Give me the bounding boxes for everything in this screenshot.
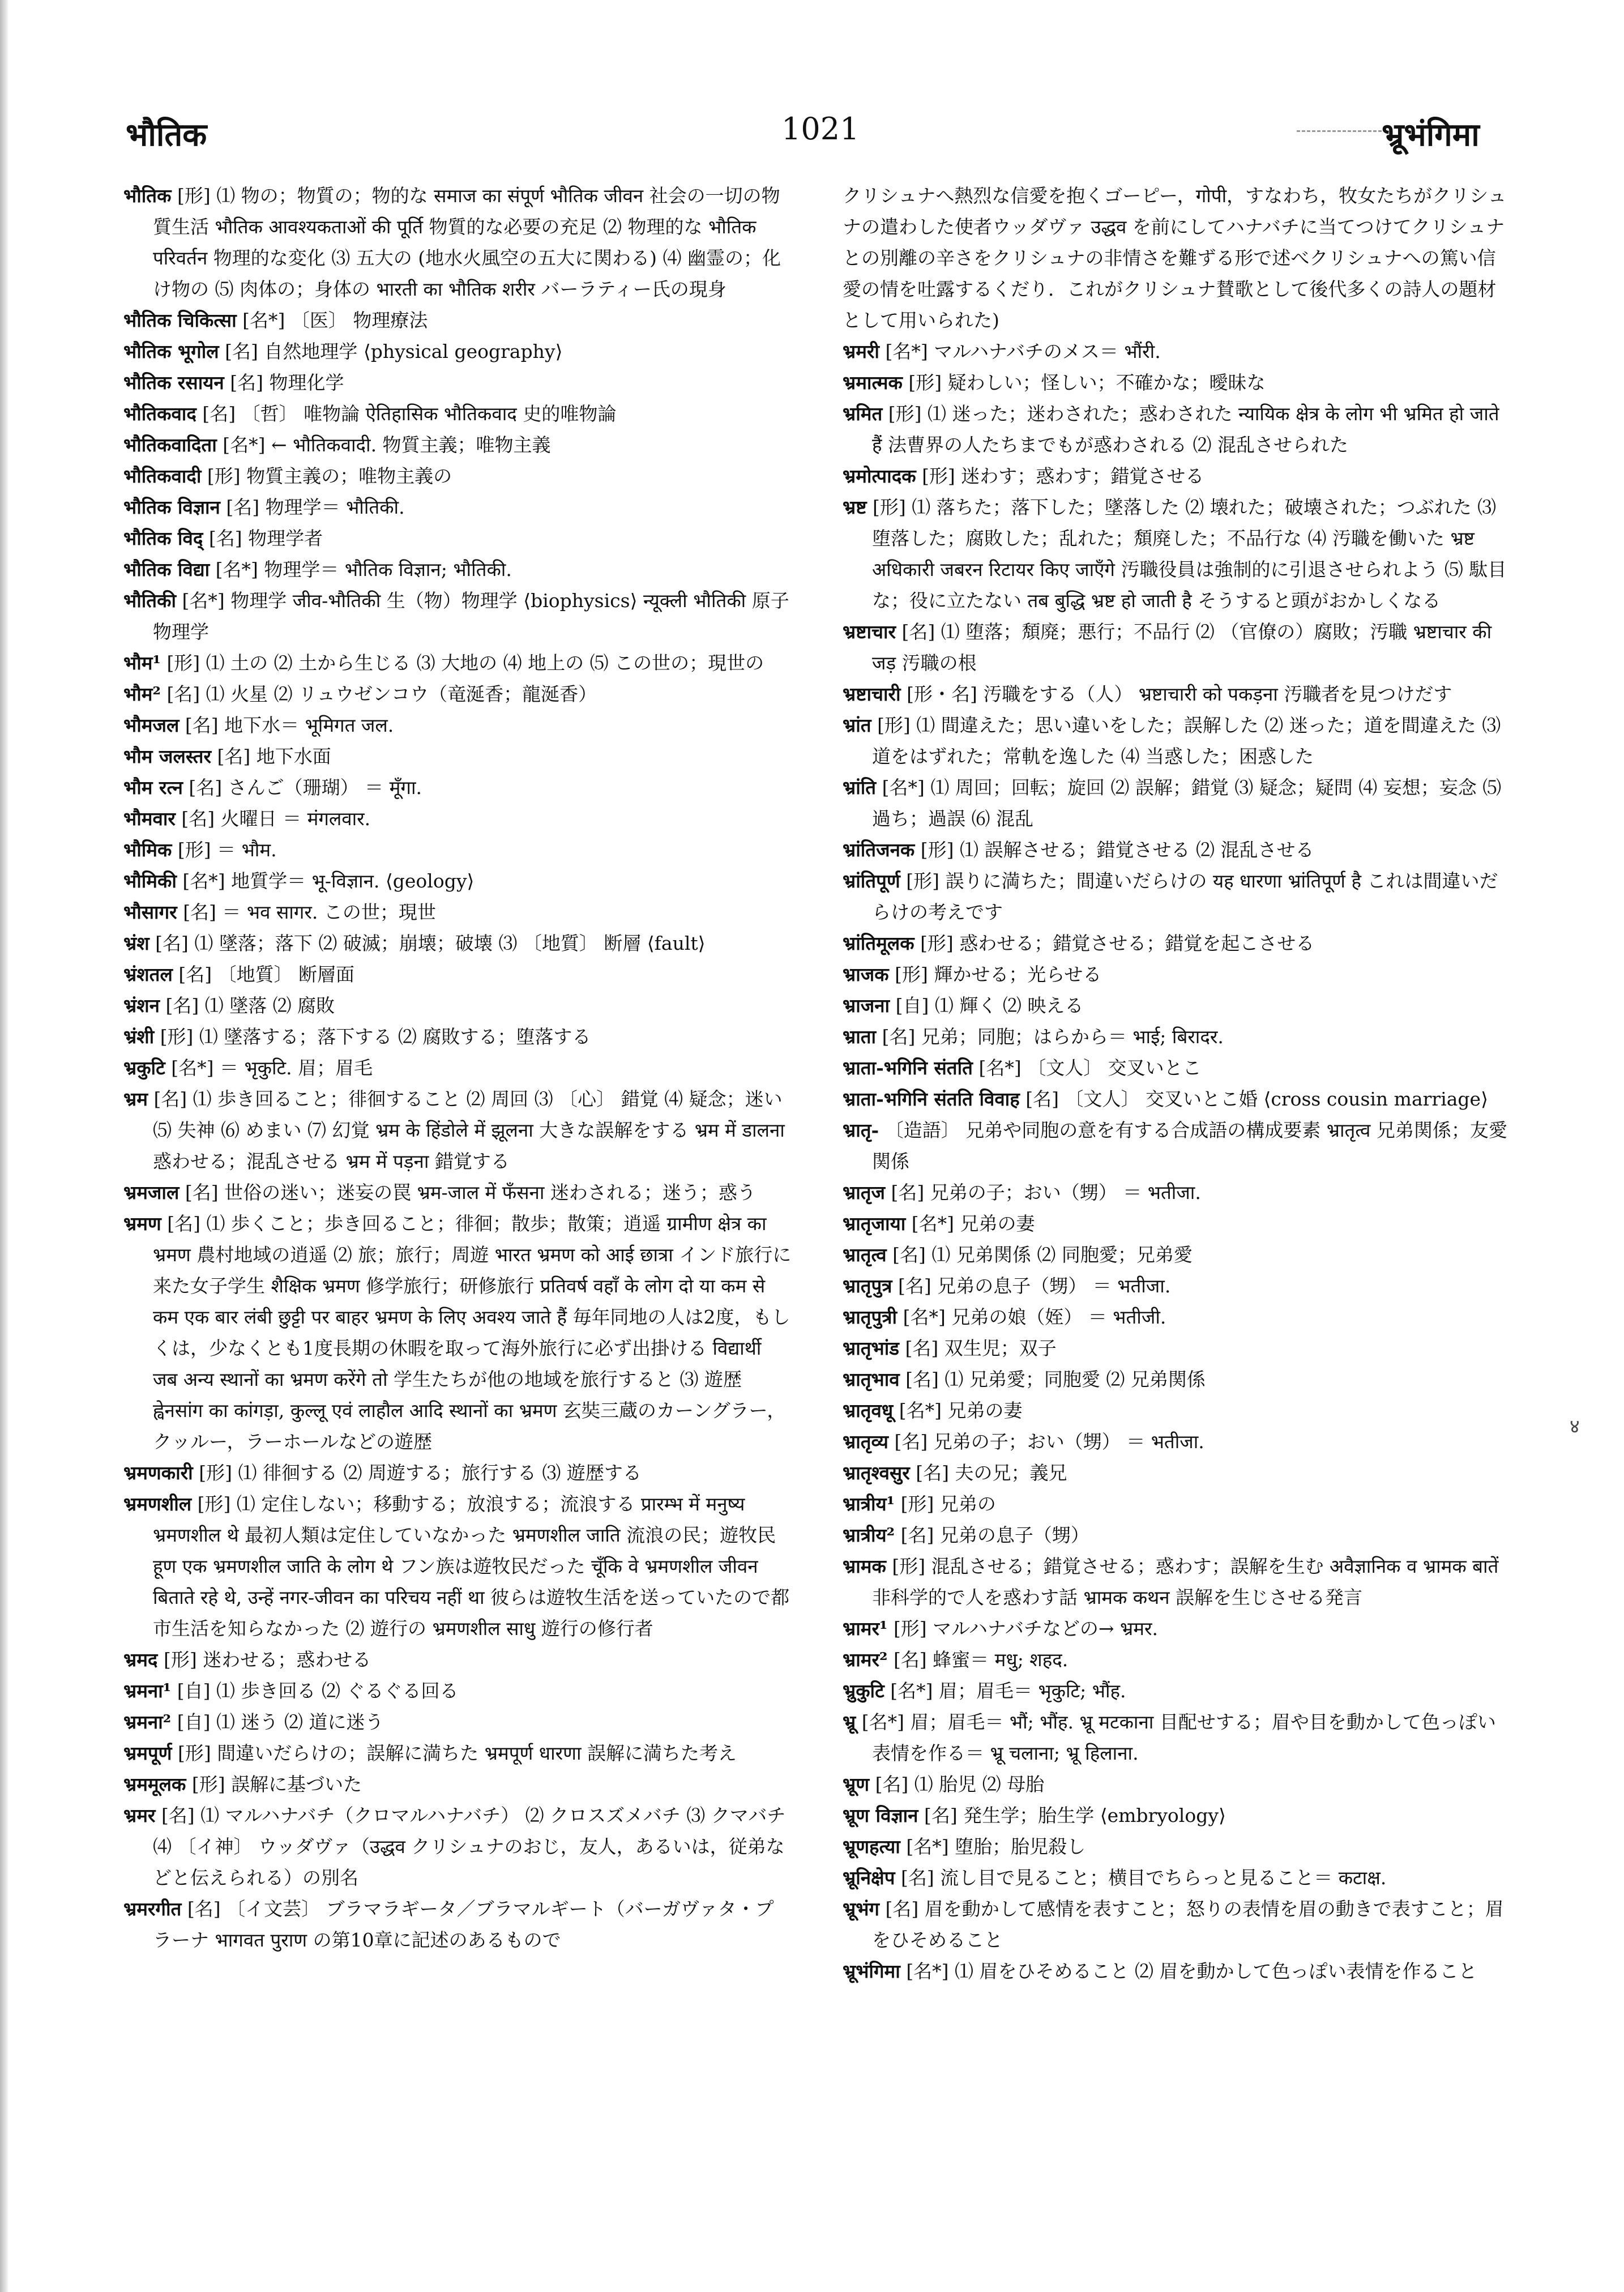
dictionary-entry — [123, 1208, 792, 1457]
dictionary-entry — [843, 1239, 1511, 1270]
entry-headword: भ्रममूलक — [123, 1773, 186, 1795]
dictionary-entry — [123, 647, 792, 678]
dictionary-entry — [843, 1395, 1511, 1426]
entry-definition: [形] ⑴ 徘徊する ⑵ 周遊する；旅行する ⑶ 遊歴する — [199, 1462, 642, 1484]
entry-definition: [名*] 〔医〕 物理療法 — [242, 309, 428, 331]
entry-definition: [名] 兄弟；同胞；はらから＝ भाई; बिरादर. — [882, 1026, 1224, 1048]
entry-headword: भ्राता-भगिनि संतति — [843, 1057, 973, 1079]
dictionary-entry — [843, 772, 1511, 834]
entry-definition: [名] 流し目で見ること；横目でちらっと見ること＝ कटाक्ष. — [900, 1867, 1387, 1889]
entry-headword: भ्रमणकारी — [123, 1462, 193, 1484]
right-column — [843, 180, 1511, 1987]
guide-word-left: भौतिक — [126, 116, 207, 153]
page-header — [0, 0, 1624, 187]
dictionary-entry — [123, 803, 792, 834]
entry-definition: [名] ⑴ 火星 ⑵ リュウゼンコウ（竜涎香；龍涎香） — [166, 683, 597, 705]
entry-headword: भ्रामक — [843, 1555, 886, 1577]
dictionary-entry — [123, 1052, 792, 1083]
dictionary-entry — [123, 585, 792, 647]
entry-definition: [名] ⑴ マルハナバチ（クロマルハナバチ） ⑵ クロスズメバチ ⑶ クマバチ ⑷ 〔イ神〕 ウッダヴァ（उद्धव クリシュナのおじ，友人，あるいは，従弟などと伝えられる）の別名 — [153, 1804, 786, 1889]
entry-definition: [名*] 物理学＝ भौतिक विज्ञान; भौतिकी. — [215, 558, 512, 581]
entry-headword: भ्रातृपुत्र — [843, 1275, 892, 1297]
dictionary-entry — [843, 1457, 1511, 1488]
entry-definition: [形] 疑わしい；怪しい；不確かな；曖昧な — [908, 372, 1266, 394]
entry-headword: भ्रमोत्पादक — [843, 465, 916, 487]
entry-headword: भ्रंशतल — [123, 963, 173, 985]
entry-headword: भ्रांतिपूर्ण — [843, 870, 900, 892]
dictionary-entry — [843, 1956, 1511, 1987]
dictionary-entry — [123, 928, 792, 959]
entry-definition: [形] 誤解に基づいた — [191, 1773, 362, 1795]
entry-headword: भ्रंशन — [123, 995, 160, 1017]
dictionary-entry — [123, 1488, 792, 1644]
entry-headword: भ्राता — [843, 1026, 877, 1048]
dictionary-entry — [843, 1551, 1511, 1613]
entry-definition: [形] 兄弟の — [900, 1493, 996, 1515]
entry-definition: [名] 自然地理学 ⟨physical geography⟩ — [225, 340, 563, 362]
entry-definition: [名*] 眉；眉毛＝ भौं; भौंह. भ्रू मटकाना 目配せする；眉や目を動かして色っぽい表情を作る＝ भ्रू चलाना; भ्रू हिलाना. — [861, 1711, 1496, 1764]
dictionary-entry — [123, 1769, 792, 1800]
entry-headword: भौमजल — [123, 714, 180, 736]
entry-headword: भौसागर — [123, 901, 177, 923]
entry-definition: [名] 〔文人〕 交叉いとこ婚 ⟨cross cousin marriage⟩ — [1025, 1088, 1488, 1110]
entry-headword: भ्रामर² — [843, 1649, 888, 1671]
entry-headword: भ्रुकुटि — [843, 1680, 884, 1702]
dictionary-entry — [843, 1301, 1511, 1333]
entry-definition: [名] ⑴ 堕落；頽廃；悪行；不品行 ⑵ （官僚の）腐敗；汚職 भ्रष्टाचार की जड़ 汚職の根 — [872, 621, 1492, 674]
entry-headword: भ्रातृजाया — [843, 1213, 906, 1235]
entry-definition: [名] さんご（珊瑚） ＝ मूँगा. — [189, 776, 422, 799]
entry-headword: भ्रमरी — [843, 340, 879, 362]
entry-definition: [名] ⑴ 胎児 ⑵ 母胎 — [875, 1773, 1045, 1795]
dictionary-entry — [843, 460, 1511, 492]
dictionary-entry — [123, 523, 792, 554]
entry-headword: भ्रष्ट — [843, 496, 867, 518]
entry-headword: भ्रमजाल — [123, 1181, 180, 1203]
dictionary-entry — [843, 1115, 1511, 1177]
entry-headword: भौतिक — [123, 185, 172, 207]
entry-definition: [自] ⑴ 輝く ⑵ 映える — [895, 995, 1084, 1017]
guide-word-right: भ्रूभंगिमा — [1382, 116, 1480, 153]
entry-definition: [名] 火曜日 ＝ मंगलवार. — [181, 808, 371, 830]
dictionary-entry — [843, 180, 1511, 336]
dictionary-entry — [843, 928, 1511, 959]
entry-headword: भ्रमित — [843, 403, 883, 425]
dictionary-entry — [843, 990, 1511, 1021]
dictionary-entry — [843, 616, 1511, 678]
entry-definition: [形] ⑴ 墜落する；落下する ⑵ 腐敗する；堕落する — [160, 1026, 591, 1048]
entry-headword: भ्रम — [123, 1088, 148, 1110]
dictionary-entry — [123, 1706, 792, 1738]
left-column — [123, 180, 792, 1956]
entry-headword: भ्रू — [843, 1711, 856, 1733]
dictionary-entry — [123, 1644, 792, 1675]
entry-definition: [名*] 眉；眉毛＝ भृकुटि; भौंह. — [890, 1680, 1126, 1702]
entry-headword: भौमिक — [123, 839, 172, 861]
entry-definition: [形] ⑴ 土の ⑵ 土から生じる ⑶ 大地の ⑷ 地上の ⑸ この世の；現世の — [166, 652, 764, 674]
dictionary-entry — [843, 1177, 1511, 1208]
dictionary-entry — [843, 367, 1511, 398]
entry-definition: [形] 物質主義の；唯物主義の — [207, 465, 452, 487]
entry-definition: [形] ⑴ 迷った；迷わされた；惑わされた न्यायिक क्षेत्र के लोग भी भ्रमित हो जाते हैं 法曹界の人たちまでもが惑わされる ⑵ 混乱させられた — [872, 403, 1499, 456]
entry-definition: [名*] マルハナバチのメス＝ भौंरी. — [885, 340, 1161, 362]
entry-headword: भ्रूण — [843, 1773, 870, 1795]
entry-headword: भौतिक विद्या — [123, 558, 210, 581]
entry-headword: भौम रत्न — [123, 776, 183, 799]
entry-definition: [形] マルハナバチなどの→ भ्रमर. — [893, 1617, 1158, 1640]
dictionary-entry — [123, 460, 792, 492]
dictionary-entry — [123, 865, 792, 897]
entry-definition: [名] 蜂蜜＝ मधु; शहद. — [893, 1649, 1069, 1671]
entry-definition: [名*] 兄弟の妻 — [899, 1399, 1023, 1422]
entry-headword: भौतिकवादी — [123, 465, 202, 487]
entry-definition: [名*] 堕胎；胎児殺し — [906, 1836, 1086, 1858]
entry-definition: [名] ⑴ 墜落；落下 ⑵ 破滅；崩壊；破壊 ⑶ 〔地質〕 断層 ⟨fault⟩ — [155, 932, 706, 954]
entry-headword: भ्रातृत्व — [843, 1244, 887, 1266]
entry-headword: भौतिक विज्ञान — [123, 496, 220, 518]
entry-headword: भ्राजना — [843, 995, 890, 1017]
entry-headword: भ्रातृवधू — [843, 1399, 894, 1422]
entry-headword: भ्रातृ- — [843, 1119, 879, 1141]
dictionary-entry — [123, 1457, 792, 1488]
entry-headword: भ्रमना¹ — [123, 1680, 172, 1702]
entry-definition: [名*] ← भौतिकवादी. 物質主義；唯物主義 — [223, 434, 551, 456]
entry-definition: [名] ⑴ 墜落 ⑵ 腐敗 — [165, 995, 335, 1017]
entry-headword: भ्रमात्मक — [843, 372, 903, 394]
page-binding-shadow — [0, 0, 8, 2292]
entry-definition: [名*] 兄弟の妻 — [911, 1213, 1035, 1235]
entry-headword: भौतिकवादिता — [123, 434, 217, 456]
dictionary-entry — [843, 398, 1511, 460]
dictionary-entry — [843, 1270, 1511, 1301]
dictionary-entry — [123, 554, 792, 585]
dictionary-entry — [123, 710, 792, 741]
entry-headword: भ्रातृव्य — [843, 1431, 888, 1453]
entry-definition: [形] 混乱させる；錯覚させる；惑わす；誤解を生む अवैज्ञानिक व भ्रामक बातें 非科学的で人を惑わす話 भ्रामक कथन 誤解を生じさせる発言 — [872, 1555, 1499, 1608]
entry-definition: [形] 輝かせる；光らせる — [895, 963, 1102, 985]
dictionary-entry — [123, 398, 792, 429]
dictionary-entry — [843, 678, 1511, 710]
entry-headword: भौतिकवाद — [123, 403, 196, 425]
entry-headword: भौम² — [123, 683, 161, 705]
entry-definition: [名*] 〔文人〕 交叉いとこ — [978, 1057, 1202, 1079]
entry-definition: [名] 地下水面 — [217, 745, 331, 767]
entry-headword: भ्रामर¹ — [843, 1617, 888, 1640]
entry-headword: भ्रूनिक्षेप — [843, 1867, 895, 1889]
entry-definition: [形] 惑わせる；錯覚させる；錯覚を起こさせる — [920, 932, 1315, 954]
entry-headword: भ्रमरगीत — [123, 1898, 182, 1920]
entry-headword: भ्रष्टाचार — [843, 621, 896, 643]
dictionary-entry — [123, 180, 792, 305]
dictionary-entry — [123, 834, 792, 865]
entry-definition: クリシュナへ熱烈な信愛を抱くゴーピー，गोपी，すなわち，牧女たちがクリシュナの遣わした使者ウッダヴァ उद्धव を前にしてハナバチに当てつけてクリシュナとの別離の辛さをクリシュナの非情さを難ずる形で述べクリシュナへの篤い信愛の情を吐露するくだり．これがクリシュナ賛歌として後代多くの詩人の題材として用いられた) — [843, 185, 1507, 331]
dictionary-entry — [123, 1800, 792, 1893]
dictionary-entry — [843, 1800, 1511, 1831]
entry-headword: भ्राता-भगिनि संतति विवाह — [843, 1088, 1020, 1110]
dictionary-entry — [123, 1177, 792, 1208]
dictionary-entry — [123, 1675, 792, 1706]
entry-headword: भौमवार — [123, 808, 176, 830]
page-number: 1021 — [781, 111, 860, 147]
entry-headword: भौतिक विद् — [123, 527, 203, 549]
dictionary-entry — [123, 336, 792, 367]
entry-definition: [名*] ⑴ 眉をひそめること ⑵ 眉を動かして色っぽい表情を作ること — [906, 1960, 1477, 1982]
entry-headword: भ्रष्टाचारी — [843, 683, 901, 705]
dictionary-entry — [123, 772, 792, 803]
entry-definition: [名] 兄弟の息子（甥） — [900, 1524, 1089, 1546]
entry-definition: [名*] 地質学＝ भू-विज्ञान. ⟨geology⟩ — [182, 870, 475, 892]
entry-headword: भ्राजक — [843, 963, 889, 985]
entry-definition: [名*] ＝ भृकुटि. 眉；眉毛 — [171, 1057, 373, 1079]
entry-definition: [名] 〔哲〕 唯物論 ऐतिहासिक भौतिकवाद 史的唯物論 — [202, 403, 617, 425]
dictionary-entry — [843, 1364, 1511, 1395]
dictionary-entry — [843, 710, 1511, 772]
entry-definition: [名] 夫の兄；義兄 — [916, 1462, 1067, 1484]
entry-definition: [名] 物理学＝ भौतिकी. — [226, 496, 405, 518]
dictionary-entry — [123, 1083, 792, 1177]
dictionary-entry — [843, 1831, 1511, 1862]
entry-definition: [名] 〔イ文芸〕 ブラマラギータ／ブラマルギート（バーガヴァタ・プラーナ भागवत पुराण の第10章に記述のあるもので — [153, 1898, 774, 1951]
entry-definition: [名] 発生学；胎生学 ⟨embryology⟩ — [924, 1804, 1226, 1826]
dictionary-entry — [843, 1021, 1511, 1052]
entry-definition: [名] 世俗の迷い；迷妄の罠 भ्रम-जाल में फँसना 迷わされる；迷う；惑う — [185, 1181, 756, 1203]
dictionary-entry — [123, 678, 792, 710]
entry-definition: [自] ⑴ 迷う ⑵ 道に迷う — [177, 1711, 384, 1733]
entry-definition: [名] 〔地質〕 断層面 — [178, 963, 355, 985]
entry-headword: भ्रातृभांड — [843, 1337, 899, 1359]
entry-definition: [形] ⑴ 物の；物質の；物的な समाज का संपूर्ण भौतिक जीवन 社会の一切の物質生活 भौतिक आवश्यकताओं की पूर्ति 物質的な必要の充足 ⑵ 物理的な भौतिक परिवर्तन 物理的な変化 ⑶ 五大の (地水火風空の五大に関わる) ⑷ 幽霊の；化け物の ⑸ 肉体の；身体の भारती का भौतिक शरीर バーラティー氏の現身 — [153, 185, 781, 300]
dictionary-entry — [843, 1675, 1511, 1706]
dictionary-entry — [123, 1021, 792, 1052]
dictionary-entry — [843, 1862, 1511, 1893]
dictionary-entry — [843, 1488, 1511, 1520]
entry-definition: [形] 誤りに満ちた；間違いだらけの यह धारणा भ्रांतिपूर्ण है これは間違いだらけの考えです — [872, 870, 1498, 923]
entry-definition: [名*] 物理学 जीव-भौतिकी 生（物）物理学 ⟨biophysics⟩ न्यूक्ली भौतिकी 原子物理学 — [153, 590, 789, 643]
entry-definition: [自] ⑴ 歩き回る ⑵ ぐるぐる回る — [177, 1680, 459, 1702]
entry-headword: भौमिकी — [123, 870, 177, 892]
entry-definition: [形] ⑴ 落ちた；落下した；墜落した ⑵ 壊れた；破壊された；つぶれた ⑶ 堕落した；腐敗した；乱れた；頽廃した；不品行な ⑷ 汚職を働いた भ्रष्ट अधिकारी जबरन रिटायर किए जाएँगे 汚職役員は強制的に引退させられよう ⑸ 駄目な；役に立たない तब बुद्धि भ्रष्ट हो जाती है そうすると頭がおかしくなる — [872, 496, 1507, 612]
entry-headword: भ्रूण विज्ञान — [843, 1804, 918, 1826]
dictionary-entry — [123, 367, 792, 398]
entry-definition: [名] ⑴ 歩くこと；歩き回ること；徘徊；散歩；散策；逍遥 ग्रामीण क्षेत्र का भ्रमण 農村地域の逍遥 ⑵ 旅；旅行；周遊 भारत भ्रमण को आई छात्रा インド旅行に来た女子学生 शैक्षिक भ्रमण 修学旅行；研修旅行 प्रतिवर्ष वहाँ के लोग दो या कम से कम एक बार लंबी छुट्टी पर बाहर भ्रमण के लिए अवश्य जाते हैं 毎年同地の人は2度，もしくは，少なくとも1度長期の休暇を取って海外旅行に必ず出掛ける विद्यार्थी जब अन्य स्थानों का भ्रमण करेंगे तो 学生たちが他の地域を旅行すると ⑶ 遊歴 ह्वेनसांग का कांगड़ा, कुल्लू एवं लाहौल आदि स्थानों का भ्रमण 玄奘三蔵のカーングラー，クッルー，ラーホールなどの遊歴 — [153, 1213, 792, 1453]
entry-definition: [名*] ⑴ 周回；回転；旋回 ⑵ 誤解；錯覚 ⑶ 疑念；疑問 ⑷ 妄想；妄念 ⑸ 過ち；過誤 ⑹ 混乱 — [872, 776, 1502, 830]
entry-definition: [名] ⑴ 歩き回ること；徘徊すること ⑵ 周回 ⑶ 〔心〕 錯覚 ⑷ 疑念；迷い ⑸ 失神 ⑹ めまい ⑺ 幻覚 भ्रम के हिंडोले में झूलना 大きな誤解をする भ्रम में डालना 惑わせる；混乱させる भ्रम में पड़ना 錯覚する — [153, 1088, 785, 1172]
dictionary-entry — [843, 1208, 1511, 1239]
entry-headword: भ्रूणहत्या — [843, 1836, 900, 1858]
entry-headword: भ्रातृश्वसुर — [843, 1462, 910, 1484]
entry-headword: भ्रातृभाव — [843, 1368, 900, 1390]
entry-headword: भ्रूभंगिमा — [843, 1960, 900, 1982]
entry-definition: [名] 双生児；双子 — [905, 1337, 1057, 1359]
entry-headword: भौतिक भूगोल — [123, 340, 219, 362]
entry-definition: [形] 迷わす；惑わす；錯覚させる — [922, 465, 1204, 487]
entry-headword: भौतिक चिकित्सा — [123, 309, 237, 331]
entry-definition: [名] 物理化学 — [230, 372, 344, 394]
entry-headword: भौम¹ — [123, 652, 161, 674]
margin-mark: ४ — [1570, 1415, 1580, 1438]
dictionary-entry — [843, 1613, 1511, 1644]
entry-headword: भ्रांतिमूलक — [843, 932, 914, 954]
entry-definition: 〔造語〕 兄弟や同胞の意を有する合成語の構成要素 भ्रातृत्व 兄弟関係；友愛関係 — [872, 1119, 1507, 1172]
entry-definition: [名] ⑴ 兄弟関係 ⑵ 同胞愛；兄弟愛 — [892, 1244, 1193, 1266]
dictionary-entry — [843, 1893, 1511, 1956]
dictionary-entry — [123, 429, 792, 460]
entry-headword: भौम जलस्तर — [123, 745, 211, 767]
entry-headword: भ्रांतिजनक — [843, 839, 915, 861]
dictionary-entry — [123, 1738, 792, 1769]
dictionary-entry — [843, 834, 1511, 865]
dictionary-entry — [843, 1052, 1511, 1083]
dictionary-entry — [123, 990, 792, 1021]
entry-definition: [形] ⑴ 定住しない；移動する；放浪する；流浪する प्रारम्भ में मनुष्य भ्रमणशील थे 最初人類は定住していなかった भ्रमणशील जाति 流浪の民；遊牧民 हूण एक भ्रमणशील जाति के लोग थे フン族は遊牧民だった चूँकि वे भ्रमणशील जीवन बिताते रहे थे, उन्हें नगर-जीवन का परिचय नहीं था 彼らは遊牧生活を送っていたので都市生活を知らなかった ⑵ 遊行の भ्रमणशील साधु 遊行の修行者 — [153, 1493, 790, 1640]
dictionary-entry — [843, 1426, 1511, 1457]
entry-definition: [形] ⑴ 誤解させる；錯覚させる ⑵ 混乱させる — [920, 839, 1314, 861]
entry-headword: भ्रातृज — [843, 1181, 886, 1203]
entry-definition: [形] 迷わせる；惑わせる — [163, 1649, 371, 1671]
entry-headword: भौतिक रसायन — [123, 372, 224, 394]
entry-headword: भ्रांत — [843, 714, 871, 736]
entry-definition: [形] ＝ भौम. — [177, 839, 277, 861]
dictionary-entry — [843, 336, 1511, 367]
dictionary-entry — [843, 1644, 1511, 1675]
dictionary-entry — [123, 741, 792, 772]
entry-definition: [名] ＝ भव सागर. この世；現世 — [183, 901, 436, 923]
entry-headword: भ्रकुटि — [123, 1057, 165, 1079]
entry-headword: भ्रंशी — [123, 1026, 155, 1048]
dictionary-entry — [123, 897, 792, 928]
entry-definition: [形・名] 汚職をする（人） भ्रष्टाचारी को पकड़ना 汚職者を見つけだす — [907, 683, 1452, 705]
entry-definition: [名] 地下水＝ भूमिगत जल. — [185, 714, 394, 736]
entry-headword: भ्रमर — [123, 1804, 156, 1826]
header-rule — [1297, 130, 1382, 132]
entry-headword: भौतिकी — [123, 590, 176, 612]
dictionary-entry — [843, 1769, 1511, 1800]
entry-definition: [名] ⑴ 兄弟愛；同胞愛 ⑵ 兄弟関係 — [905, 1368, 1206, 1390]
entry-definition: [名] 兄弟の子；おい（甥） ＝ भतीजा. — [894, 1431, 1204, 1453]
dictionary-entry — [123, 305, 792, 336]
entry-definition: [名] 眉を動かして感情を表すこと；怒りの表情を眉の動きで表すこと；眉をひそめること — [872, 1898, 1504, 1951]
entry-definition: [形] 間違いだらけの；誤解に満ちた भ्रमपूर्ण धारणा 誤解に満ちた考え — [178, 1742, 737, 1764]
entry-headword: भ्रमणशील — [123, 1493, 192, 1515]
entry-headword: भ्रांति — [843, 776, 877, 799]
entry-definition: [名*] 兄弟の娘（姪） ＝ भतीजी. — [903, 1306, 1166, 1328]
entry-definition: [名] 兄弟の息子（甥） ＝ भतीजा. — [898, 1275, 1171, 1297]
dictionary-entry — [123, 959, 792, 990]
dictionary-entry — [843, 959, 1511, 990]
entry-headword: भ्रमद — [123, 1649, 158, 1671]
dictionary-entry — [843, 1083, 1511, 1115]
entry-headword: भ्रमण — [123, 1213, 161, 1235]
entry-definition: [名] 兄弟の子；おい（甥） ＝ भतीजा. — [891, 1181, 1201, 1203]
dictionary-entry — [123, 1893, 792, 1956]
entry-definition: [名] 物理学者 — [208, 527, 323, 549]
entry-definition: [形] ⑴ 間違えた；思い違いをした；誤解した ⑵ 迷った；道を間違えた ⑶ 道をはずれた；常軌を逸した ⑷ 当惑した；困惑した — [872, 714, 1501, 767]
entry-headword: भ्रमपूर्ण — [123, 1742, 172, 1764]
dictionary-entry — [843, 865, 1511, 928]
entry-headword: भ्रातृपुत्री — [843, 1306, 898, 1328]
dictionary-entry — [843, 1706, 1511, 1769]
entry-headword: भ्रंश — [123, 932, 149, 954]
dictionary-entry — [843, 1333, 1511, 1364]
dictionary-entry — [123, 492, 792, 523]
entry-headword: भ्रात्रीय¹ — [843, 1493, 895, 1515]
entry-headword: भ्रमना² — [123, 1711, 172, 1733]
entry-headword: भ्रूभंग — [843, 1898, 879, 1920]
dictionary-entry — [843, 1520, 1511, 1551]
dictionary-entry — [843, 492, 1511, 616]
entry-headword: भ्रात्रीय² — [843, 1524, 895, 1546]
